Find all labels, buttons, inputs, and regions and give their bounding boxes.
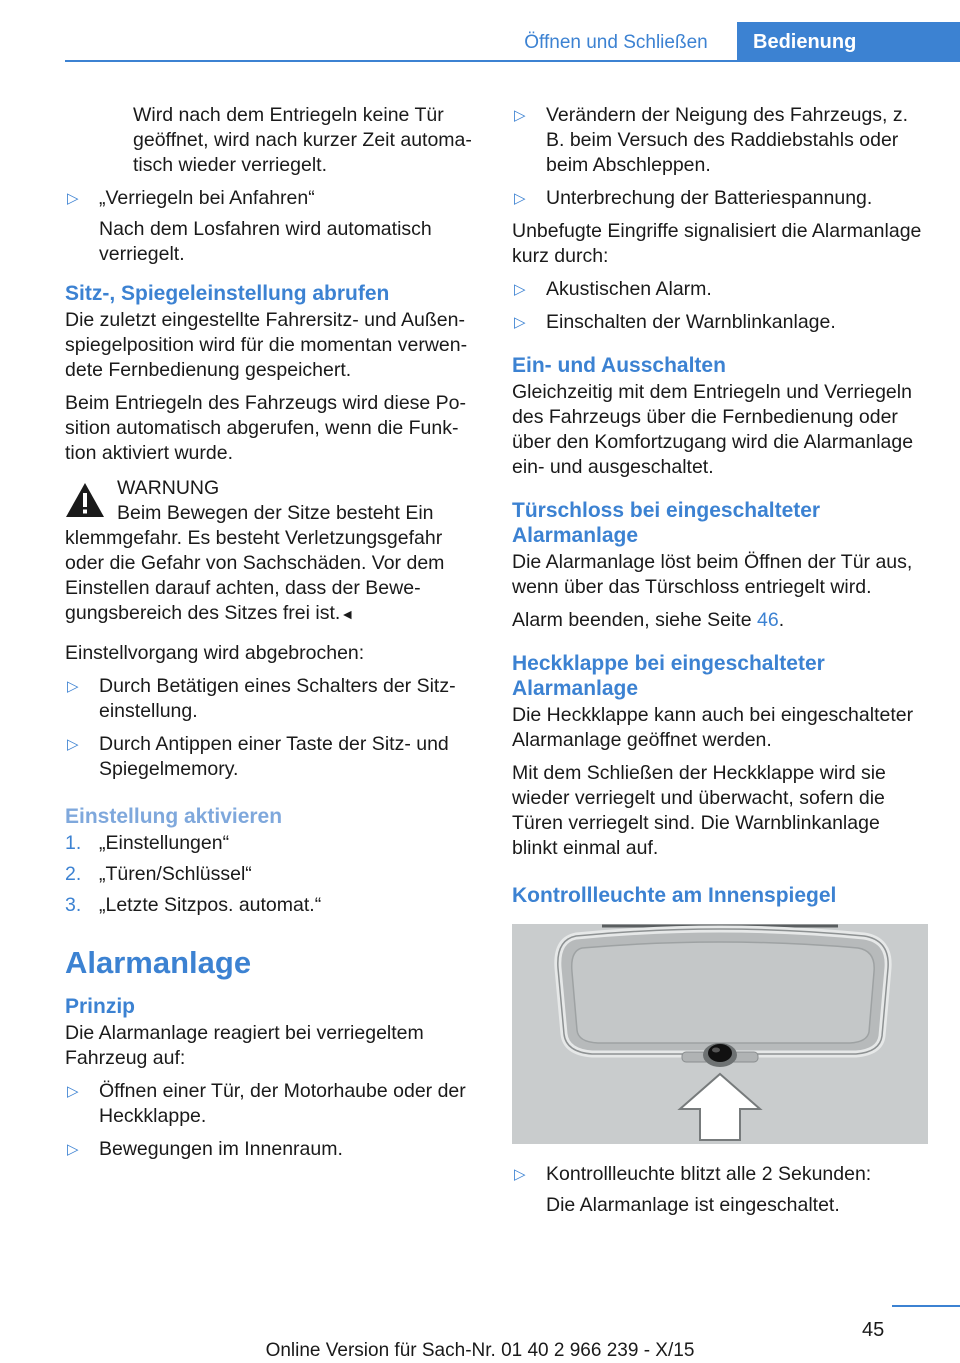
footer-rule [892, 1305, 960, 1307]
warning-text-line: Beim Bewegen der Sitze besteht Ein [117, 502, 434, 524]
footer-online-version: Online Version für Sach-Nr. 01 40 2 966 239 - X/15 [265, 1340, 695, 1361]
step-item [65, 893, 483, 918]
list-item-text: Durch Antippen einer Taste der Sitz- und Spiegelmemory. [99, 733, 449, 780]
section-heading: Prinzip [65, 995, 136, 1018]
list-item-text: Verändern der Neigung des Fahrzeugs, z. B. beim Versuch des Raddiebstahls oder beim Abschleppen. [546, 104, 909, 176]
list-item-text: Durch Betätigen eines Schalters der Sitzeinstellung. [99, 675, 456, 722]
list-item [512, 186, 930, 211]
list-item [65, 1079, 483, 1129]
step-text: „Türen/Schlüssel“ [99, 863, 252, 885]
paragraph: Die Alarmanlage reagiert bei verriegeltem Fahrzeug auf: [65, 1022, 424, 1069]
triangle-bullet-icon: ▷ [514, 314, 526, 331]
list-item [512, 1162, 930, 1218]
right-column [512, 103, 930, 1226]
warning-text-body: klemmgefahr. Es besteht Verletzungsgefahr oder die Gefahr von Sachschäden. Vor dem Einstellen darauf achten, dass der Bewegungsbereich des Sitzes frei ist. [65, 527, 445, 624]
header-chapter-tab: Bedienung [737, 22, 960, 62]
step-number: 1. [65, 832, 82, 854]
paragraph-text: . [778, 609, 785, 631]
paragraph: Beim Entriegeln des Fahrzeugs wird diese Position automatisch abgerufen, wenn die Funktion aktiviert wurde. [65, 392, 467, 464]
list-item-text: Öffnen einer Tür, der Motorhaube oder der Heckklappe. [99, 1080, 466, 1127]
list-item-subtext: Nach dem Losfahren wird automatisch verriegelt. [99, 218, 432, 265]
list-item [65, 186, 483, 267]
warning-text [65, 526, 483, 627]
step-item [65, 862, 483, 887]
paragraph-text: Alarm beenden, siehe Seite [512, 609, 757, 631]
section-heading: Türschloss bei eingeschalteter Alarmanlage [512, 499, 821, 547]
triangle-bullet-icon: ▷ [514, 281, 526, 298]
section-heading: Heckklappe bei eingeschalteter Alarmanlage [512, 652, 825, 700]
paragraph: Die zuletzt eingestellte Fahrersitz- und Außenspiegelposition wird für die momentan verwendete Fernbedienung gespeichert. [65, 309, 468, 381]
section-heading: Kontrollleuchte am Innenspiegel [512, 884, 837, 907]
section-heading: Ein- und Ausschalten [512, 354, 726, 377]
list-item-text: Bewegungen im Innenraum. [99, 1138, 343, 1160]
list-item [512, 103, 930, 178]
page-number: 45 [862, 1319, 885, 1341]
header-section-title: Öffnen und Schließen [524, 32, 708, 53]
step-text: „Letzte Sitzpos. automat.“ [99, 894, 322, 916]
paragraph: Unbefugte Eingriffe signalisiert die Alarmanlage kurz durch: [512, 220, 922, 267]
section-heading: Sitz-, Spiegeleinstellung abrufen [65, 282, 390, 305]
warning-triangle-icon [65, 482, 105, 518]
list-item [512, 277, 930, 302]
rearview-mirror-illustration [512, 924, 928, 1144]
warning-box [65, 476, 483, 627]
list-item [65, 732, 483, 782]
list-item-text: Kontrollleuchte blitzt alle 2 Sekunden: [546, 1163, 872, 1185]
page-reference-link[interactable]: 46 [757, 609, 779, 631]
triangle-bullet-icon: ▷ [514, 1166, 526, 1183]
list-item-text: Einschalten der Warnblinkanlage. [546, 311, 836, 333]
triangle-bullet-icon: ▷ [67, 736, 79, 753]
list-item [512, 310, 930, 335]
list-item [65, 674, 483, 724]
paragraph: Gleichzeitig mit dem Entriegeln und Verriegeln des Fahrzeugs über die Fernbedienung oder über den Komfortzugang wird die Alarmanlage ein- und ausgeschaltet. [512, 381, 914, 478]
step-text: „Einstellungen“ [99, 832, 230, 854]
list-item-subtext: Die Alarmanlage ist eingeschaltet. [546, 1194, 840, 1216]
triangle-bullet-icon: ▷ [514, 107, 526, 124]
paragraph [512, 608, 930, 633]
list-item-text: Unterbrechung der Batteriespannung. [546, 187, 873, 209]
step-number: 2. [65, 863, 82, 885]
paragraph: Die Alarmanlage löst beim Öffnen der Tür aus, wenn über das Türschloss entriegelt wird. [512, 551, 913, 598]
step-number: 3. [65, 894, 82, 916]
left-column [65, 103, 483, 1170]
section-heading: Einstellung aktivieren [65, 805, 283, 828]
step-item [65, 831, 483, 856]
triangle-bullet-icon: ▷ [514, 190, 526, 207]
paragraph: Mit dem Schließen der Heckklappe wird sie wieder verriegelt und überwacht, sofern die Türen verriegelt sind. Die Warnblinkanlage blinkt einmal auf. [512, 762, 886, 859]
triangle-bullet-icon: ▷ [67, 1083, 79, 1100]
paragraph: Einstellvorgang wird abgebrochen: [65, 642, 365, 664]
warning-title: WARNUNG [117, 477, 220, 499]
triangle-bullet-icon: ▷ [67, 678, 79, 695]
list-item-text: „Verriegeln bei Anfahren“ [99, 187, 315, 209]
triangle-bullet-icon: ▷ [67, 190, 79, 207]
chapter-heading: Alarmanlage [65, 945, 252, 980]
rearview-mirror-image [512, 924, 928, 1144]
paragraph: Wird nach dem Entriegeln keine Tür geöffnet, wird nach kurzer Zeit automatisch wieder verriegelt. [133, 104, 472, 176]
triangle-bullet-icon: ▷ [67, 1141, 79, 1158]
paragraph: Die Heckklappe kann auch bei eingeschalteter Alarmanlage geöffnet werden. [512, 704, 914, 751]
end-marker-icon: ◄ [340, 606, 355, 622]
list-item-text: Akustischen Alarm. [546, 278, 712, 300]
list-item [65, 1137, 483, 1162]
